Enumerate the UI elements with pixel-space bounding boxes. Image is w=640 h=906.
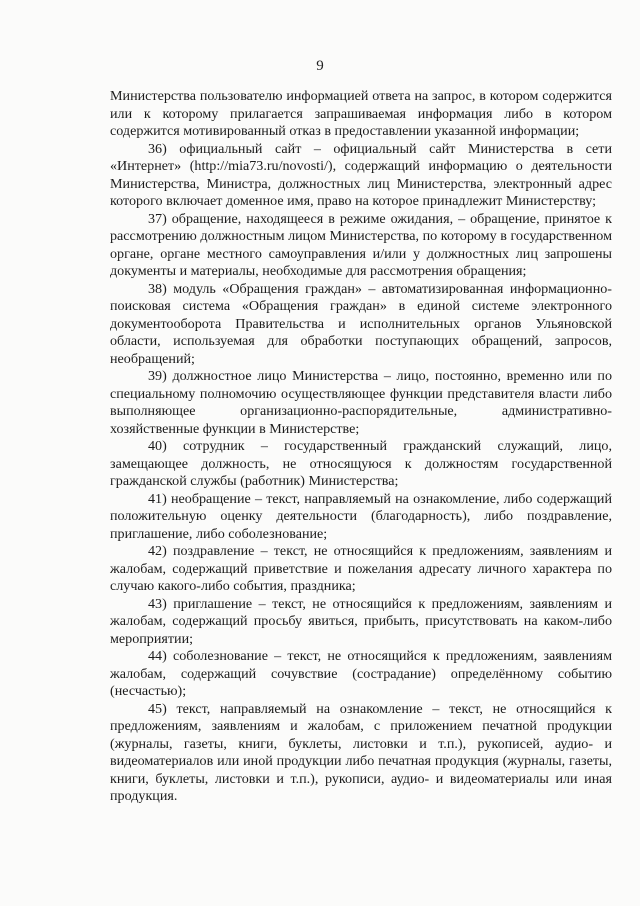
paragraph-41: 41) необращение – текст, направляемый на ознакомление, либо содержащий положительную оценку деятельности (благодарность), либо поздравление, приглашение, либо соболезнование; <box>110 490 612 542</box>
document-body <box>110 88 612 806</box>
paragraph-continuation: Министерства пользователю информацией ответа на запрос, в котором содержится или к которому прилагается запрашиваемая информация либо в котором содержится мотивированный отказ в предоставлении указанной информации; <box>110 88 612 139</box>
page-number: 9 <box>316 58 324 74</box>
paragraph-39: 39) должностное лицо Министерства – лицо, постоянно, временно или по специальному полномочию осуществляющее функции представителя власти либо выполняющее организационно-распорядительные, административно-хозяйственные функции в Министерстве; <box>110 368 612 437</box>
paragraph-38: 38) модуль «Обращения граждан» – автоматизированная информационно-поисковая система «Обращения граждан» в единой системе электронного документооборота Правительства и исполнительных органов Ульяновской области, используемая для обработки поступающих обращений, запросов, необращений; <box>110 280 612 367</box>
paragraph-40: 40) сотрудник – государственный гражданский служащий, лицо, замещающее должность, не относящуюся к должностям государственной гражданской службы (работник) Министерства; <box>110 438 612 489</box>
paragraph-36: 36) официальный сайт – официальный сайт Министерства в сети «Интернет» (http://mia73.ru/novosti/), содержащий информацию о деятельности Министерства, Министра, должностных лиц Министерства, электронный адрес которого включает доменное имя, право на которое принадлежит Министерству; <box>110 140 612 209</box>
paragraph-43: 43) приглашение – текст, не относящийся к предложениям, заявлениям и жалобам, содержащий просьбу явиться, прибыть, присутствовать на каком-либо мероприятии; <box>110 595 612 647</box>
paragraph-44: 44) соболезнование – текст, не относящийся к предложениям, заявлениям жалобам, содержащий сочувствие (сострадание) определённому событию (несчастью); <box>110 648 612 699</box>
paragraph-45: 45) текст, направляемый на ознакомление – текст, не относящийся к предложениям, заявлениям и жалобам, с приложением печатной продукции (журналы, газеты, книги, буклеты, листовки и т.п.), рукописей, аудио- и видеоматериалов или иной продукции либо печатная продукция (журналы, газеты, книги, буклеты, листовки и т.п.), рукописи, аудио- и видеоматериалы или иная продукция. <box>110 700 612 804</box>
paragraph-37: 37) обращение, находящееся в режиме ожидания, – обращение, принятое к рассмотрению должностным лицом Министерства, по которому в государственном органе, органе местного самоуправления и/или у должностных лиц запрошены документы и материалы, необходимые для рассмотрения обращения; <box>110 210 612 279</box>
paragraph-42: 42) поздравление – текст, не относящийся к предложениям, заявлениям и жалобам, содержащий приветствие и пожелания адресату личного характера по случаю какого-либо события, праздника; <box>110 543 612 594</box>
